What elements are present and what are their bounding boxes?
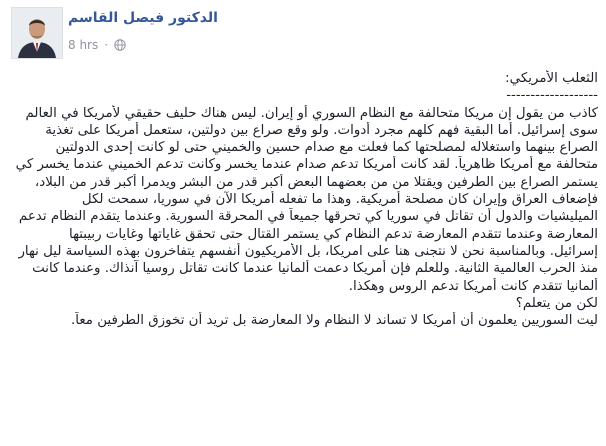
post-line: منذ الحرب العالمية الثانية. وللعلم فإن أمريكا دعمت ألمانيا عندما كانت تقاتل روسيا آنذاك. وعندما كانت <box>32 261 598 277</box>
author-name[interactable]: الدكتور فيصل القاسم <box>68 10 218 26</box>
post-line: يستمر الصراع بين الطرفين ويقتلا من من بعضهما البعض أكبر قدر من البشر ويدمرا أكبر قدر من البلاد، <box>34 174 598 190</box>
post-line: الصراع بينهما واستغلاله لمصلحتها كما فعلت مع صدام حسين والخميني حتى لو كانت إحدى الدولتين <box>55 140 598 156</box>
post-line: ------------------- <box>506 88 598 104</box>
post-line: متحالفة مع أمريكا ظاهرياً. لقد كانت أمريكا تدعم صدام عندما يخسر وكانت تدعم الخميني عندما يخسر كي <box>15 157 598 173</box>
post-text <box>10 70 598 329</box>
post-line: إسرائيل. وبالمناسبة نحن لا نتجنى هنا على امريكا، بل الأمريكيون أنفسهم يتفاخرون بهذه السياسة ليل نهار <box>18 243 598 259</box>
post-line: لكن من يتعلم؟ <box>515 295 598 311</box>
post-line: كاذب من يقول إن مريكا متحالفة مع النظام السوري أو إيران. ليس هناك حليف حقيقي لأمريكا في العالم <box>25 105 598 121</box>
author-photo <box>12 8 62 58</box>
post-timestamp[interactable]: 8 hrs <box>68 38 99 52</box>
avatar[interactable] <box>11 7 63 59</box>
post-line: سوى إسرائيل. أما البقية فهم كلهم مجرد أدوات. ولو وقع صراع بين دولتين، ستعمل أمريكا على تغذية <box>45 122 598 138</box>
post-line: الثعلب الأمريكي: <box>505 71 598 86</box>
post-line: الميليشيات والدول أن تقاتل في سوريا كي تحرقها جميعاً في المحرقة السورية. وعندما يتقدم النظام تدعم <box>18 209 598 225</box>
post-line: فإضعاف العراق وإيران كان مصلحة أمريكية. وهذا ما تفعله أمريكا الآن في سوريا، سمحت لكل <box>81 192 598 208</box>
post-meta <box>68 38 126 52</box>
globe-icon[interactable] <box>114 39 126 51</box>
separator-dot: · <box>104 38 109 52</box>
post-line: ألمانيا تتقدم كانت أمريكا تدعم الروس وهكذا. <box>348 278 598 294</box>
post-header <box>0 0 606 62</box>
post-line: المعارضة وعندما تتقدم المعارضة تدعم النظام كي يستمر القتال حتى تحقق غاياتها وغايات ربيبتها <box>68 226 598 242</box>
post-line: ليت السوريين يعلمون أن أمريكا لا تساند لا النظام ولا المعارضة بل تريد أن تخوزق الطرفين معاً. <box>70 313 598 329</box>
